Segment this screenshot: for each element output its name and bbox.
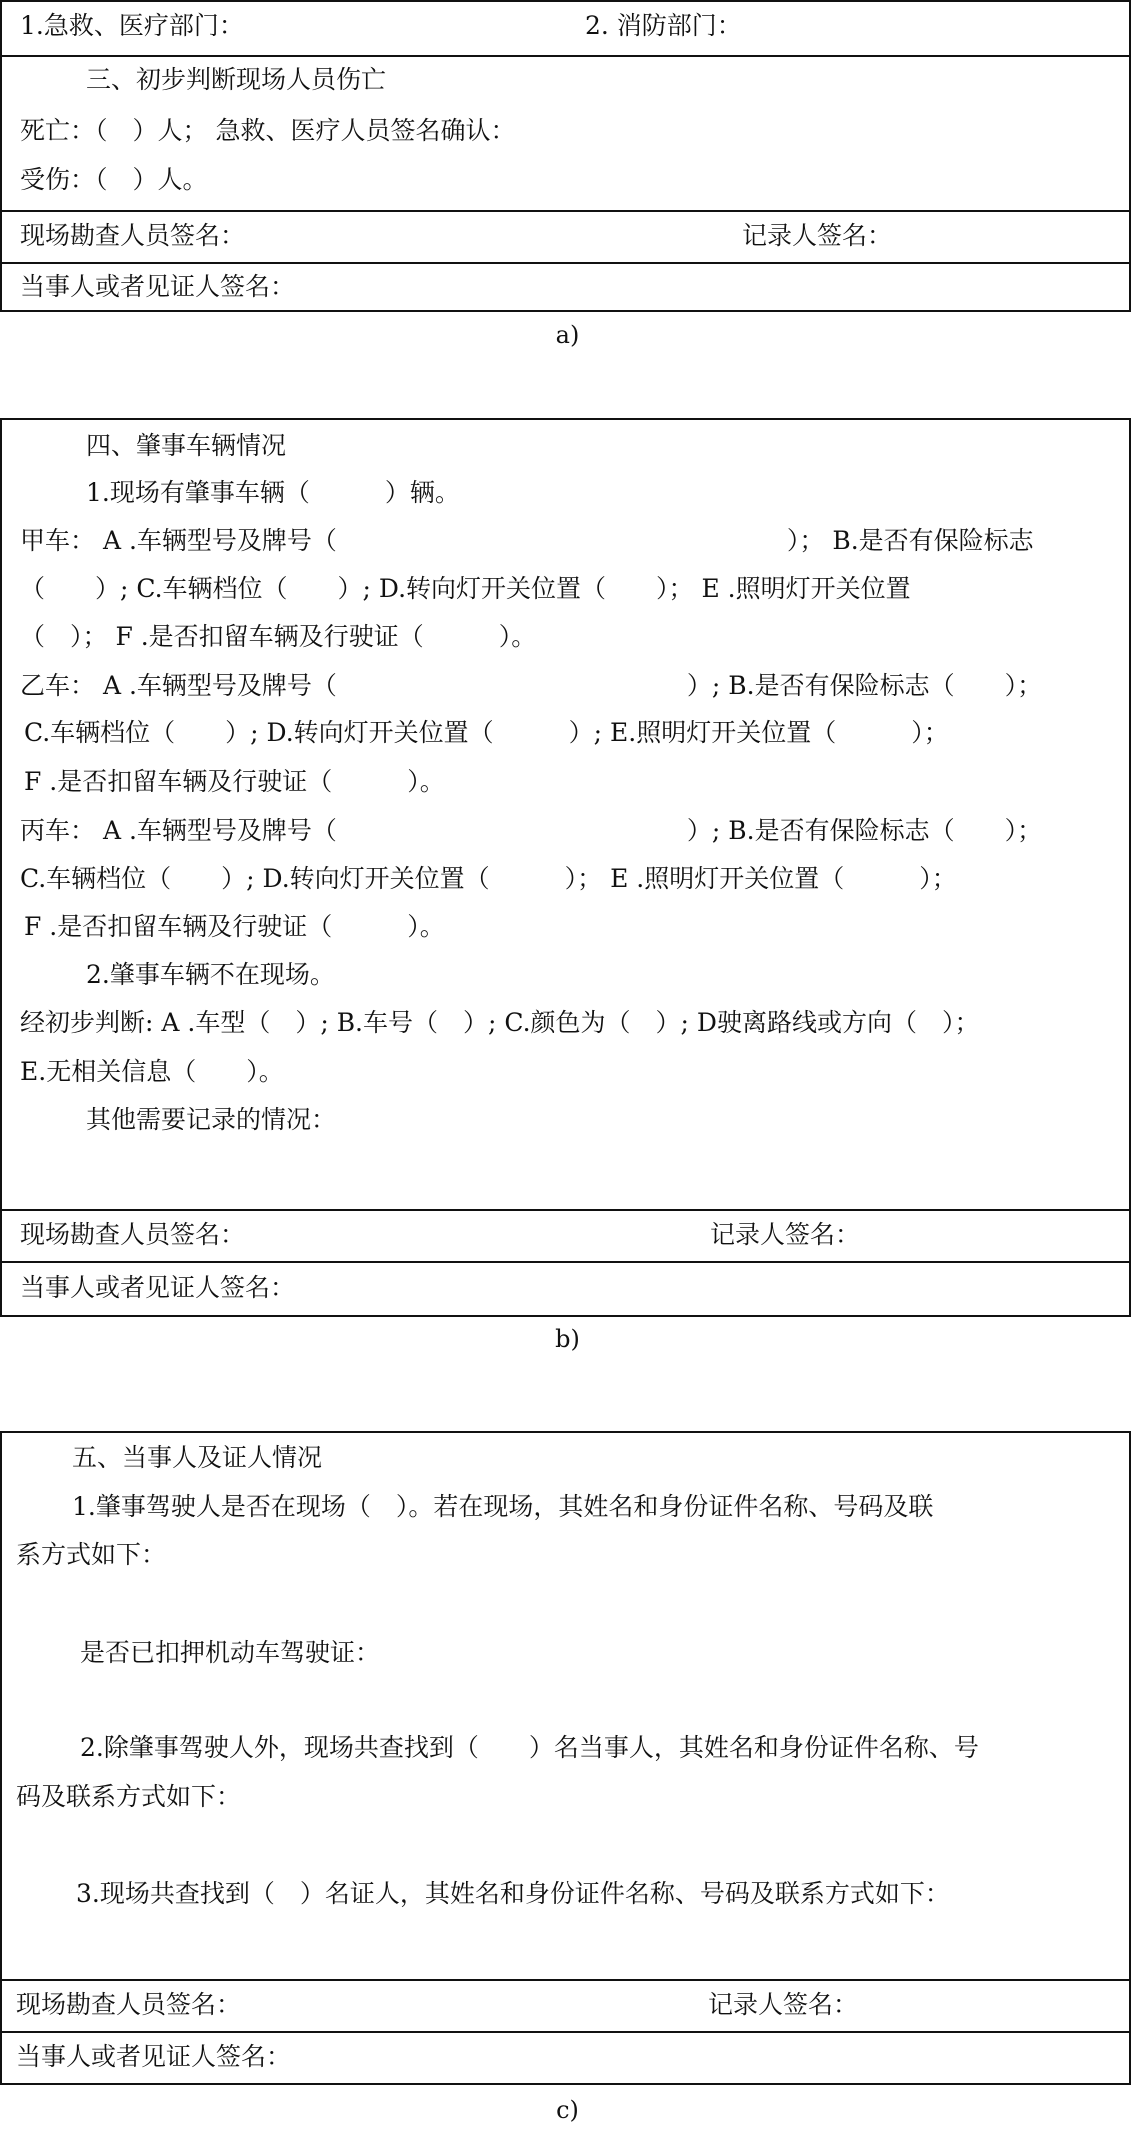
caption-c: c) [556,2096,579,2124]
party-signature-label: 当事人或者见证人签名： [20,1273,296,1302]
vehicle-b-line-3: F .是否扣留车辆及行驶证（ ）。 [24,767,445,796]
vehicle-b-line-1: 乙车： A .车辆型号及牌号（ ）; B.是否有保险标志（ ）； [20,671,1043,700]
fire-department-label: 2. 消防部门： [585,11,742,40]
inspector-signature-label: 现场勘查人员签名： [20,1220,246,1249]
caption-b: b) [555,1325,580,1353]
form-b [0,418,1131,1317]
parties-section-title: 五、当事人及证人情况 [72,1443,323,1472]
form-a-row-departments [2,2,1129,55]
form-c-row-party-signature [2,2031,1129,2083]
preliminary-judgement-line: 经初步判断: A .车型（ ）; B.车号（ ）; C.颜色为（ ）; D驶离路线或方向（ ）； [20,1008,980,1037]
caption-a: a) [555,321,580,349]
form-a-row-casualties [2,55,1129,210]
inspector-signature-label: 现场勘查人员签名： [20,221,246,250]
death-count-line: 死亡：（ ）人； 急救、医疗人员签名确认： [20,116,516,145]
party-signature-label: 当事人或者见证人签名： [16,2042,292,2071]
party-signature-label: 当事人或者见证人签名： [20,272,296,301]
vehicle-c-line-3: F .是否扣留车辆及行驶证（ ）。 [24,912,445,941]
license-detained-question: 是否已扣押机动车驾驶证： [80,1638,381,1667]
form-c-row-parties-info [2,1433,1129,1979]
vehicle-section-title: 四、肇事车辆情况 [86,431,287,460]
form-b-row-signatures [2,1209,1129,1261]
other-parties-line-1: 2.除肇事驾驶人外，现场共查找到（ ）名当事人，其姓名和身份证件名称、号 [80,1733,979,1762]
vehicle-count-line: 1.现场有肇事车辆（ ）辆。 [86,478,460,507]
recorder-signature-label: 记录人签名： [710,1220,861,1249]
form-c-row-signatures [2,1979,1129,2031]
vehicle-a-line-3: （ ）； F .是否扣留车辆及行驶证（ ）。 [20,622,537,651]
injury-count-line: 受伤：（ ）人。 [20,165,208,194]
form-b-row-party-signature [2,1261,1129,1315]
vehicle-a-line-1: 甲车： A .车辆型号及牌号（ ）； B.是否有保险标志 [20,526,1034,555]
vehicle-absent-line: 2.肇事车辆不在现场。 [86,960,335,989]
vehicle-a-line-2: （ ）; C.车辆档位（ ）; D.转向灯开关位置（ ）； E .照明灯开关位置 [20,574,911,603]
driver-present-line-2: 系方式如下： [16,1540,167,1569]
form-b-row-vehicle-info [2,420,1129,1209]
recorder-signature-label: 记录人签名： [708,1990,859,2019]
casualties-section-title: 三、初步判断现场人员伤亡 [86,65,387,94]
vehicle-b-line-2: C.车辆档位（ ）; D.转向灯开关位置（ ）; E.照明灯开关位置（ ）； [24,718,949,747]
no-info-line: E.无相关信息（ ）。 [20,1057,284,1086]
other-notes-line: 其他需要记录的情况： [86,1105,337,1134]
driver-present-line-1: 1.肇事驾驶人是否在现场（ ）。若在现场，其姓名和身份证件名称、号码及联 [72,1492,934,1521]
form-a-row-signatures [2,210,1129,262]
inspector-signature-label: 现场勘查人员签名： [16,1990,242,2019]
other-parties-line-2: 码及联系方式如下： [16,1782,242,1811]
form-c [0,1431,1131,2085]
witnesses-line: 3.现场共查找到（ ）名证人，其姓名和身份证件名称、号码及联系方式如下： [76,1879,950,1908]
form-a-row-party-signature [2,262,1129,310]
vehicle-c-line-2: C.车辆档位（ ）; D.转向灯开关位置（ ）； E .照明灯开关位置（ ）； [20,864,957,893]
form-a [0,0,1131,312]
emergency-department-label: 1.急救、医疗部门： [20,11,244,40]
recorder-signature-label: 记录人签名： [742,221,893,250]
vehicle-c-line-1: 丙车： A .车辆型号及牌号（ ）; B.是否有保险标志（ ）； [20,816,1043,845]
